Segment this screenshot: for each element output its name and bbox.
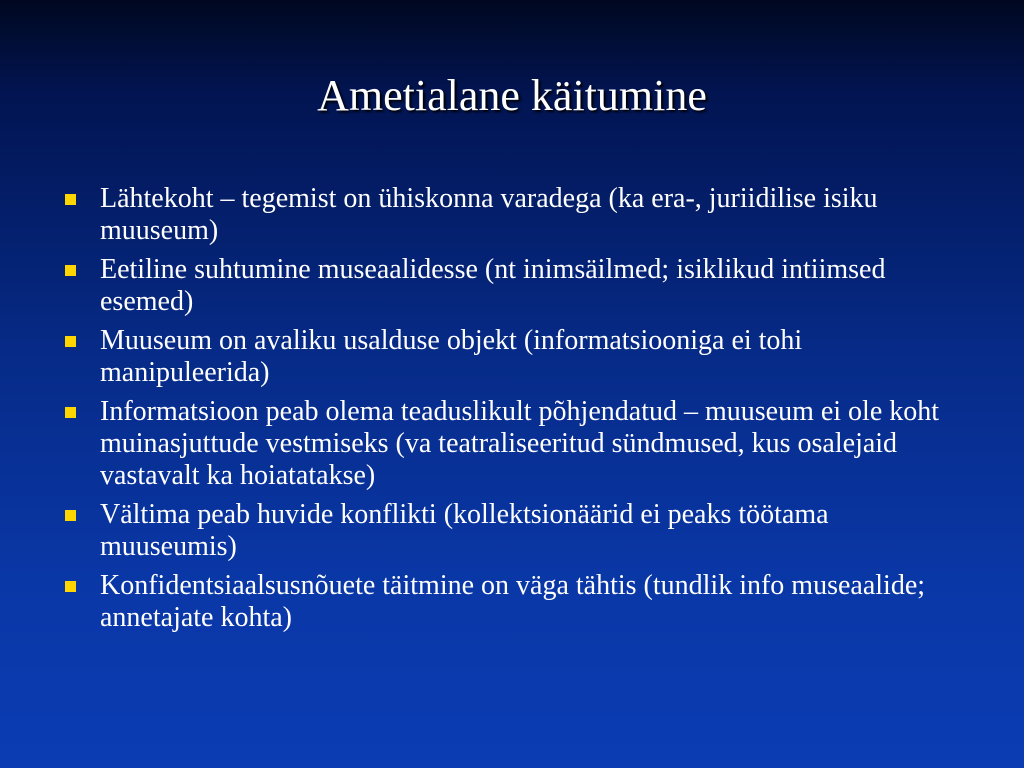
bullet-item	[62, 499, 962, 563]
slide-title: Ametialane käitumine	[317, 71, 707, 120]
bullet-text: Muuseum on avaliku usalduse objekt (informatsiooniga ei tohi manipuleerida)	[100, 325, 803, 388]
bullet-item	[62, 183, 962, 247]
bullet-text: Vältima peab huvide konflikti (kollektsionäärid ei peaks töötama muuseumis)	[100, 499, 829, 562]
bullet-item	[62, 396, 962, 492]
bullet-item	[62, 325, 962, 389]
square-bullet-icon	[65, 336, 76, 347]
square-bullet-icon	[65, 407, 76, 418]
square-bullet-icon	[65, 581, 76, 592]
square-bullet-icon	[65, 194, 76, 205]
bullet-item	[62, 254, 962, 318]
bullet-text: Eetiline suhtumine museaalidesse (nt inimsäilmed; isiklikud intiimsed esemed)	[100, 254, 886, 317]
square-bullet-icon	[65, 510, 76, 521]
bullet-item	[62, 570, 962, 634]
bullet-list	[62, 183, 962, 641]
square-bullet-icon	[65, 265, 76, 276]
bullet-text: Konfidentsiaalsusnõuete täitmine on väga tähtis (tundlik info museaalide; annetajate kohta)	[100, 570, 926, 633]
bullet-text: Lähtekoht – tegemist on ühiskonna varadega (ka era-, juriidilise isiku muuseum)	[100, 183, 878, 246]
bullet-text: Informatsioon peab olema teaduslikult põhjendatud – muuseum ei ole koht muinasjuttude vestmiseks (va teatraliseeritud sündmused, kus osalejaid vastavalt ka hoiatatakse)	[100, 396, 940, 491]
